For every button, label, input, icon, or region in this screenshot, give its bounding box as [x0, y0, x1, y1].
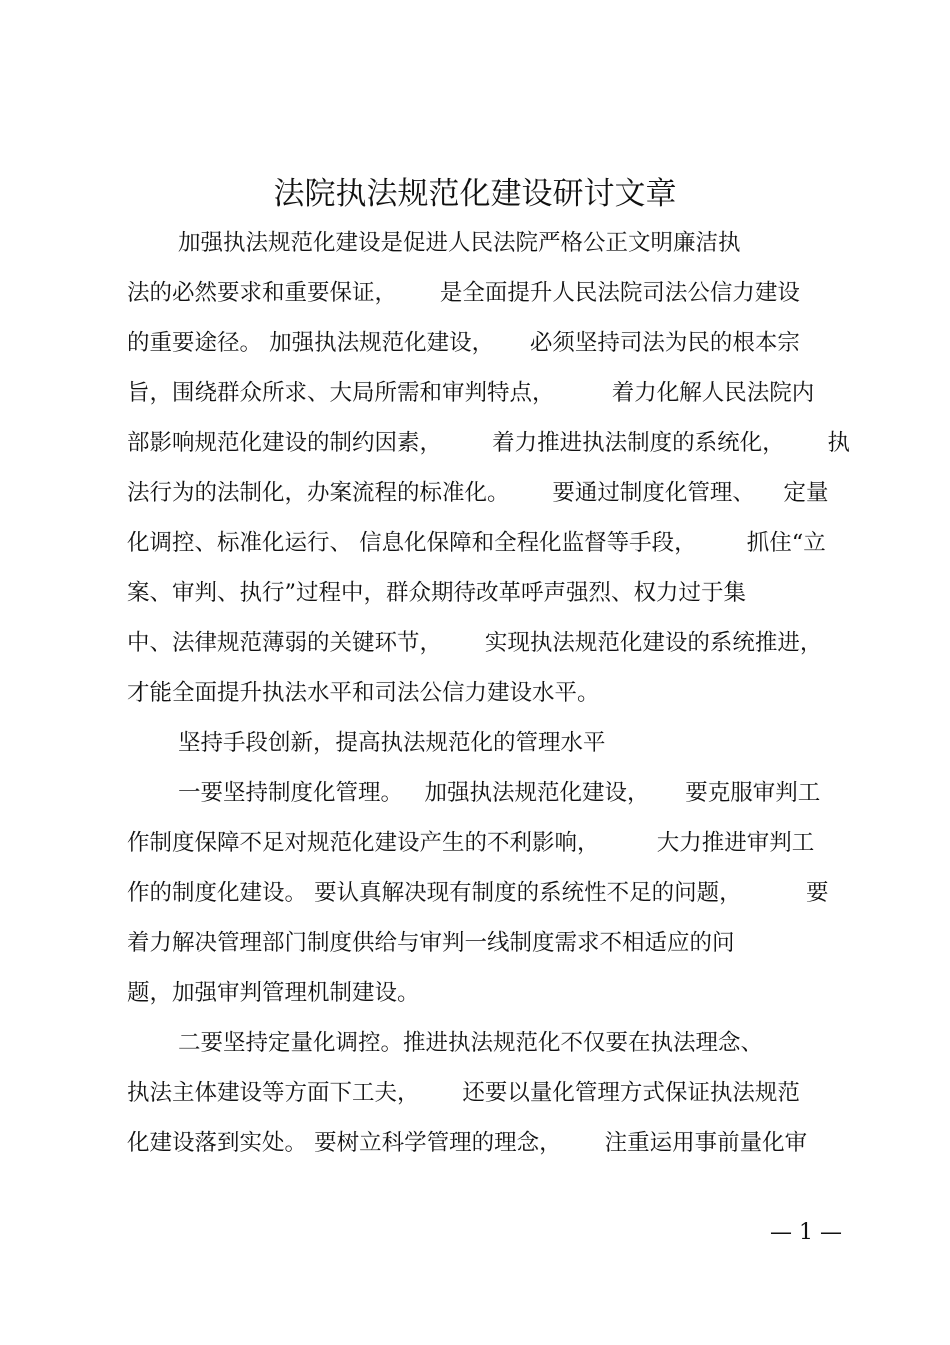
text-line: 一要坚持制度化管理。 加强执法规范化建设， 要克服审判工	[178, 780, 821, 806]
section-heading: 坚持手段创新，提高执法规范化的管理水平	[178, 730, 606, 756]
document-title: 法院执法规范化建设研讨文章	[273, 176, 677, 212]
text-line: 中、法律规范薄弱的关键环节， 实现执法规范化建设的系统推进，	[127, 630, 823, 656]
text-line: 化建设落到实处。 要树立科学管理的理念， 注重运用事前量化审	[127, 1130, 808, 1156]
text-line: 法的必然要求和重要保证， 是全面提升人民法院司法公信力建设	[127, 280, 800, 306]
text-line: 部影响规范化建设的制约因素， 着力推进执法制度的系统化， 执	[127, 430, 850, 456]
text-line: 旨，围绕群众所求、大局所需和审判特点， 着力化解人民法院内	[127, 380, 815, 406]
text-line: 作制度保障不足对规范化建设产生的不利影响， 大力推进审判工	[127, 830, 815, 856]
text-line: 作的制度化建设。 要认真解决现有制度的系统性不足的问题， 要	[127, 880, 829, 906]
text-line: 的重要途径。 加强执法规范化建设， 必须坚持司法为民的根本宗	[127, 330, 800, 356]
text-line: 法行为的法制化，办案流程的标准化。 要通过制度化管理、 定量	[127, 480, 829, 506]
text-line: 化调控、标准化运行、 信息化保障和全程化监督等手段， 抓住“立	[127, 530, 826, 556]
page-number: — 1 —	[770, 1220, 842, 1245]
text-line: 题，加强审判管理机制建设。	[127, 980, 420, 1006]
text-line: 着力解决管理部门制度供给与审判一线制度需求不相适应的问	[127, 930, 735, 956]
text-line: 案、审判、执行”过程中，群众期待改革呼声强烈、权力过于集	[127, 580, 747, 606]
text-line: 加强执法规范化建设是促进人民法院严格公正文明廉洁执	[178, 230, 741, 256]
text-line: 执法主体建设等方面下工夫， 还要以量化管理方式保证执法规范	[127, 1080, 800, 1106]
text-line: 二要坚持定量化调控。推进执法规范化不仅要在执法理念、	[178, 1030, 764, 1056]
text-line: 才能全面提升执法水平和司法公信力建设水平。	[127, 680, 600, 706]
